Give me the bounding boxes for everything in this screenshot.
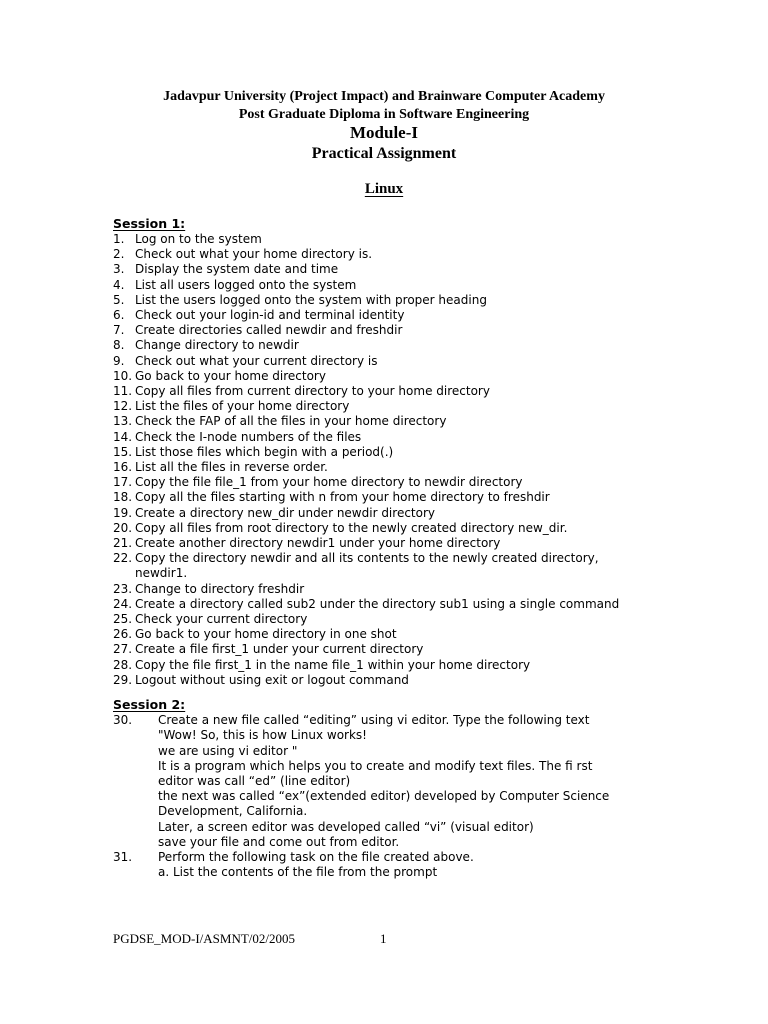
task-item [113,445,733,460]
task-number: 2. [113,247,125,262]
topic-heading-text: Linux [364,181,404,197]
task-number: 20. [113,520,133,535]
session-2-task-list [113,713,733,880]
task-item [113,612,733,627]
task-text-line: Development, California. [158,804,308,819]
task-item [113,475,733,490]
task-text: List the users logged onto the system with proper heading [135,292,487,307]
task-text-line: It is a program which helps you to create and modify text files. The fi rst [158,758,593,773]
document-header [0,88,768,199]
task-text: Change directory to newdir [135,338,299,353]
task-item [113,521,733,536]
task-text-line: Create a new file called “editing” using vi editor. Type the following text [158,713,590,728]
task-item [113,582,733,597]
task-item [113,490,733,505]
task-item [113,536,733,551]
task-number: 27. [113,642,133,657]
task-item [113,354,733,369]
task-number: 9. [113,353,125,368]
task-number: 25. [113,612,133,627]
session-2-heading [113,697,733,713]
task-text: Go back to your home directory [135,368,326,383]
task-text: Copy all files from root directory to the newly created directory new_dir. [135,520,568,535]
task-text: Check the I-node numbers of the files [135,429,362,444]
task-text-line: Perform the following task on the file created above. [158,849,474,864]
task-number: 17. [113,475,133,490]
task-text-line: save your file and come out from editor. [158,834,400,849]
session-2-heading-text: Session 2: [113,697,186,713]
task-text: Change to directory freshdir [135,581,305,596]
page-number: 1 [380,931,387,946]
task-item [113,551,733,566]
session-1-heading-text: Session 1: [113,216,186,231]
task-number: 26. [113,627,133,642]
task-text-line: Later, a screen editor was developed called “vi” (visual editor) [158,819,534,834]
task-number: 13. [113,414,133,429]
task-text: Copy the file file_1 from your home directory to newdir directory [135,475,523,490]
task-number: 28. [113,657,133,672]
task-number: 24. [113,596,133,611]
task-text: Check out what your current directory is [135,353,378,368]
task-item [113,308,733,323]
task-number: 5. [113,292,125,307]
task-text: Create a directory called sub2 under the directory sub1 using a single command [135,596,620,611]
task-number: 12. [113,399,133,414]
task-item [113,399,733,414]
institution-title: Jadavpur University (Project Impact) and Brainware Computer Academy [163,89,605,104]
task-number: 29. [113,672,133,687]
session-2-section [113,697,733,880]
task-number: 19. [113,505,133,520]
task-item [113,338,733,353]
task-text: Check the FAP of all the files in your home directory [135,414,447,429]
task-text: List all users logged onto the system [135,277,357,292]
task-number: 30. [113,713,133,728]
task-number: 23. [113,581,133,596]
task-number: 11. [113,384,133,399]
task-number: 21. [113,536,133,551]
task-text-block [158,850,733,880]
task-number: 22. [113,551,133,566]
task-item [113,642,733,657]
task-number: 7. [113,323,125,338]
task-text-continuation: newdir1. [135,566,188,581]
task-text: Check your current directory [135,612,308,627]
task-item [113,278,733,293]
task-text: Go back to your home directory in one shot [135,627,397,642]
document-body [113,216,733,880]
program-title: Post Graduate Diploma in Software Engineering [238,107,530,122]
topic-heading [0,180,768,199]
task-text: Create a directory new_dir under newdir directory [135,505,435,520]
task-item [113,232,733,247]
task-text-line: the next was called “ex”(extended editor) developed by Computer Science [158,789,610,804]
task-item [113,850,733,880]
task-text: Copy all files from current directory to your home directory [135,384,490,399]
task-number: 1. [113,232,125,246]
task-text: Logout without using exit or logout command [135,672,409,687]
footer-document-code: PGDSE_MOD-I/ASMNT/02/2005 [113,931,296,946]
task-item [113,460,733,475]
task-number: 6. [113,308,125,323]
task-text: List those files which begin with a period(.) [135,444,394,459]
task-text: Create another directory newdir1 under your home directory [135,536,501,551]
task-text: Create directories called newdir and freshdir [135,323,403,338]
task-item [113,506,733,521]
task-item [113,369,733,384]
task-text: Log on to the system [135,232,262,246]
task-text: List the files of your home directory [135,399,350,414]
task-number: 3. [113,262,125,277]
task-text-line: we are using vi editor " [158,743,298,758]
task-text-line: editor was call “ed” (line editor) [158,773,351,788]
task-number: 31. [113,849,133,864]
task-number: 16. [113,460,133,475]
task-text-line: a. List the contents of the file from the prompt [158,865,438,880]
task-text-block [158,713,733,850]
task-item [113,247,733,262]
task-item [113,384,733,399]
task-item [113,673,733,688]
task-number: 10. [113,368,133,383]
session-1-task-list [113,232,733,688]
task-item [113,430,733,445]
task-number: 15. [113,444,133,459]
task-number: 18. [113,490,133,505]
task-text: Create a file first_1 under your current directory [135,642,424,657]
task-item [113,627,733,642]
task-text-line: "Wow! So, this is how Linux works! [158,728,367,743]
task-item [113,262,733,277]
task-item [113,414,733,429]
task-number: 4. [113,277,125,292]
task-text: List all the files in reverse order. [135,460,328,475]
task-number: 14. [113,429,133,444]
task-number: 8. [113,338,125,353]
task-item [113,293,733,308]
task-item [113,597,733,612]
session-1-heading [113,216,733,232]
task-text: Display the system date and time [135,262,339,277]
task-text: Check out your login-id and terminal identity [135,308,405,323]
task-item [113,713,733,850]
module-title: Module-I [350,123,418,142]
task-item [113,323,733,338]
task-text: Copy all the files starting with n from your home directory to freshdir [135,490,550,505]
assignment-title: Practical Assignment [311,145,457,162]
task-text: Check out what your home directory is. [135,247,373,262]
task-text: Copy the directory newdir and all its contents to the newly created directory, [135,551,599,566]
task-item [113,658,733,673]
task-text: Copy the file first_1 in the name file_1 within your home directory [135,657,531,672]
